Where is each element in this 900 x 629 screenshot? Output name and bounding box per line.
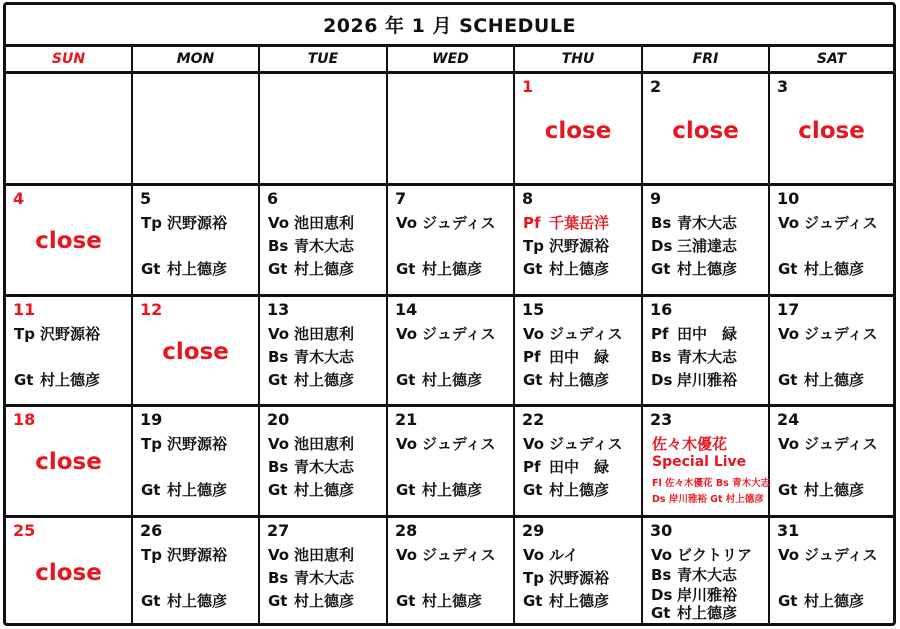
instrument: Gt	[14, 371, 34, 389]
instrument: Gt	[523, 481, 543, 499]
instrument: Bs	[651, 566, 672, 584]
performer-line	[778, 544, 878, 565]
day-number: 4	[13, 189, 25, 208]
instrument: Gt	[778, 371, 798, 389]
performer-name: 青木大志	[677, 348, 738, 366]
special-lineup-line: Fl 佐々木優花 Bs 青木大志	[652, 478, 771, 489]
instrument: Tp	[141, 546, 162, 564]
day-number: 7	[395, 189, 407, 208]
performer-line	[14, 369, 100, 390]
day-cell-26	[133, 518, 260, 623]
instrument: Gt	[523, 592, 543, 610]
day-number: 5	[140, 189, 152, 208]
instrument: Gt	[268, 592, 288, 610]
day-cell-27	[260, 518, 388, 623]
day-cell-6	[260, 186, 388, 297]
instrument: Tp	[523, 569, 544, 587]
performer-name: 村上德彦	[167, 481, 228, 499]
day-number: 23	[650, 410, 673, 429]
schedule-calendar	[3, 2, 896, 626]
performer-line	[651, 235, 737, 256]
performer-line	[268, 212, 354, 233]
performer-name: 村上德彦	[422, 371, 483, 389]
weekday-thu: THU	[515, 47, 643, 74]
day-cell-2	[643, 74, 770, 186]
instrument: Gt	[268, 481, 288, 499]
day-number: 30	[650, 521, 673, 540]
day-number: 9	[650, 189, 662, 208]
day-cell-empty	[260, 74, 388, 186]
performer-name: ジュディス	[422, 325, 496, 343]
weekday-fri: FRI	[643, 47, 770, 74]
closed-label: close	[35, 560, 102, 586]
performer-name: 村上德彦	[549, 260, 610, 278]
calendar-title: 2026 年 1 月 SCHEDULE	[6, 5, 893, 47]
day-cell-3	[770, 74, 893, 186]
performer-line	[268, 235, 354, 256]
performer-name: 青木大志	[677, 566, 738, 584]
performer-name: 村上德彦	[422, 592, 483, 610]
day-cell-13	[260, 297, 388, 407]
performer-name: 田中 緑	[677, 325, 738, 343]
performer-name: 村上德彦	[294, 481, 355, 499]
instrument: Vo	[778, 546, 800, 564]
performer-name: 村上德彦	[804, 481, 865, 499]
performer-name: 岸川雅裕	[677, 371, 738, 389]
performer-line	[396, 212, 496, 233]
performer-line	[523, 544, 578, 565]
instrument: Vo	[523, 546, 545, 564]
day-number: 3	[777, 77, 789, 96]
day-number: 1	[522, 77, 534, 96]
performer-name: ジュディス	[804, 325, 878, 343]
special-lineup-line: Ds 岸川雅裕 Gt 村上德彦	[652, 494, 764, 505]
instrument: Vo	[396, 325, 418, 343]
instrument: Vo	[523, 435, 545, 453]
instrument: Pf	[523, 348, 541, 366]
instrument: Tp	[141, 435, 162, 453]
closed-label: close	[162, 339, 229, 365]
performer-name: ジュディス	[549, 325, 623, 343]
instrument: Bs	[268, 458, 289, 476]
closed-label: close	[798, 118, 865, 144]
performer-name: ジュディス	[422, 435, 496, 453]
performer-name: 田中 緑	[549, 348, 610, 366]
performer-line	[268, 346, 354, 367]
performer-name: 村上德彦	[294, 592, 355, 610]
instrument: Ds	[651, 237, 673, 255]
day-number: 16	[650, 300, 673, 319]
performer-line	[778, 479, 864, 500]
instrument: Gt	[778, 592, 798, 610]
performer-name: 村上德彦	[422, 481, 483, 499]
day-number: 25	[13, 521, 36, 540]
instrument: Vo	[396, 546, 418, 564]
performer-name: 村上德彦	[294, 371, 355, 389]
performer-name: ビクトリア	[677, 546, 753, 564]
day-number: 28	[395, 521, 418, 540]
performer-line	[268, 479, 354, 500]
instrument: Tp	[523, 237, 544, 255]
day-number: 13	[267, 300, 290, 319]
performer-line	[141, 479, 227, 500]
performer-name: 田中 緑	[549, 458, 610, 476]
weekday-mon: MON	[133, 47, 260, 74]
day-number: 6	[267, 189, 279, 208]
day-cell-8	[515, 186, 643, 297]
day-number: 24	[777, 410, 800, 429]
performer-name: 村上德彦	[167, 592, 228, 610]
day-cell-20	[260, 407, 388, 518]
performer-name: 沢野源裕	[167, 214, 228, 232]
performer-line	[523, 212, 609, 233]
instrument: Gt	[396, 260, 416, 278]
headliner-name: 佐々木優花	[652, 435, 728, 453]
performer-line	[396, 433, 496, 454]
instrument: Tp	[141, 214, 162, 232]
performer-line	[141, 433, 227, 454]
weekday-sat: SAT	[770, 47, 893, 74]
instrument: Vo	[396, 435, 418, 453]
performer-name: 村上德彦	[40, 371, 101, 389]
instrument: Bs	[268, 348, 289, 366]
instrument: Vo	[268, 214, 290, 232]
performer-name: 村上德彦	[549, 592, 610, 610]
instrument: Vo	[268, 546, 290, 564]
day-cell-15	[515, 297, 643, 407]
performer-name: 池田恵利	[294, 546, 355, 564]
day-cell-24	[770, 407, 893, 518]
instrument: Gt	[778, 481, 798, 499]
performer-name: ジュディス	[422, 546, 496, 564]
instrument: Gt	[523, 260, 543, 278]
performer-line	[268, 323, 354, 344]
performer-name: 沢野源裕	[40, 325, 101, 343]
day-cell-1	[515, 74, 643, 186]
performer-name: 青木大志	[294, 348, 355, 366]
closed-label: close	[672, 118, 739, 144]
instrument: Pf	[523, 458, 541, 476]
day-number: 29	[522, 521, 545, 540]
day-number: 18	[13, 410, 36, 429]
day-cell-23	[643, 407, 770, 518]
instrument: Vo	[268, 325, 290, 343]
instrument: Gt	[651, 260, 671, 278]
day-number: 26	[140, 521, 163, 540]
performer-line	[523, 433, 623, 454]
performer-name: 青木大志	[294, 237, 355, 255]
performer-line	[396, 544, 496, 565]
performer-line	[651, 369, 737, 390]
performer-line	[268, 369, 354, 390]
performer-line	[651, 212, 737, 233]
day-cell-28	[388, 518, 515, 623]
instrument: Ds	[651, 371, 673, 389]
performer-line	[523, 369, 609, 390]
weekday-sun: SUN	[6, 47, 133, 74]
instrument: Gt	[396, 481, 416, 499]
performer-line	[14, 323, 100, 344]
performer-line	[651, 346, 737, 367]
performer-name: 池田恵利	[294, 214, 355, 232]
performer-line	[268, 456, 354, 477]
day-cell-14	[388, 297, 515, 407]
performer-line	[268, 567, 354, 588]
day-number: 10	[777, 189, 800, 208]
instrument: Gt	[523, 371, 543, 389]
day-cell-4	[6, 186, 133, 297]
performer-name: 村上德彦	[167, 260, 228, 278]
instrument: Gt	[268, 371, 288, 389]
performer-line	[396, 590, 482, 611]
performer-line	[778, 369, 864, 390]
day-cell-30	[643, 518, 770, 623]
day-cell-16	[643, 297, 770, 407]
performer-line	[396, 323, 496, 344]
day-number: 2	[650, 77, 662, 96]
performer-line	[651, 323, 737, 344]
performer-name: 村上德彦	[804, 260, 865, 278]
closed-label: close	[544, 118, 612, 144]
performer-line	[651, 544, 752, 565]
performer-name: 村上德彦	[677, 260, 738, 278]
day-cell-29	[515, 518, 643, 623]
performer-line	[778, 433, 878, 454]
performer-name: 青木大志	[294, 458, 355, 476]
performer-name: ジュディス	[549, 435, 623, 453]
performer-name: 池田恵利	[294, 325, 355, 343]
day-cell-21	[388, 407, 515, 518]
instrument: Bs	[268, 237, 289, 255]
instrument: Bs	[268, 569, 289, 587]
performer-line	[268, 258, 354, 279]
day-cell-18	[6, 407, 133, 518]
performer-name: 千葉岳洋	[549, 214, 610, 232]
performer-name: ジュディス	[804, 546, 878, 564]
day-number: 27	[267, 521, 290, 540]
instrument: Gt	[778, 260, 798, 278]
instrument: Pf	[523, 214, 541, 232]
instrument: Gt	[268, 260, 288, 278]
day-number: 11	[13, 300, 36, 319]
performer-name: 村上德彦	[804, 371, 865, 389]
performer-name: 岸川雅裕	[677, 586, 738, 604]
day-number: 14	[395, 300, 418, 319]
day-cell-31	[770, 518, 893, 623]
performer-name: ジュディス	[422, 214, 496, 232]
performer-name: 村上德彦	[294, 260, 355, 278]
instrument: Vo	[778, 214, 800, 232]
performer-line	[523, 235, 609, 256]
instrument: Pf	[651, 325, 669, 343]
performer-line	[523, 323, 623, 344]
performer-line	[778, 258, 864, 279]
day-cell-12	[133, 297, 260, 407]
performer-line	[141, 212, 227, 233]
instrument: Gt	[396, 371, 416, 389]
instrument: Gt	[141, 481, 161, 499]
weekday-tue: TUE	[260, 47, 388, 74]
performer-line	[651, 564, 737, 585]
performer-line	[523, 346, 609, 367]
performer-name: ルイ	[549, 546, 579, 564]
day-number: 20	[267, 410, 290, 429]
day-number: 17	[777, 300, 800, 319]
day-cell-empty	[6, 74, 133, 186]
performer-line	[141, 258, 227, 279]
instrument: Bs	[651, 348, 672, 366]
day-cell-17	[770, 297, 893, 407]
day-number: 21	[395, 410, 418, 429]
performer-name: 青木大志	[294, 569, 355, 587]
special-live-label: Special Live	[652, 454, 747, 470]
performer-name: 青木大志	[677, 214, 738, 232]
instrument: Vo	[396, 214, 418, 232]
performer-line	[523, 258, 609, 279]
performer-line	[651, 602, 737, 623]
day-number: 8	[522, 189, 534, 208]
performer-line	[523, 590, 609, 611]
day-number: 15	[522, 300, 545, 319]
instrument: Gt	[141, 592, 161, 610]
performer-line	[523, 567, 609, 588]
closed-label: close	[35, 228, 102, 254]
performer-name: 沢野源裕	[167, 546, 228, 564]
performer-name: 村上德彦	[677, 604, 738, 622]
instrument: Gt	[396, 592, 416, 610]
performer-line	[778, 590, 864, 611]
instrument: Vo	[523, 325, 545, 343]
performer-line	[268, 433, 354, 454]
instrument: Gt	[141, 260, 161, 278]
day-cell-11	[6, 297, 133, 407]
performer-line	[268, 544, 354, 565]
day-cell-19	[133, 407, 260, 518]
performer-name: 池田恵利	[294, 435, 355, 453]
performer-name: 沢野源裕	[167, 435, 228, 453]
day-cell-22	[515, 407, 643, 518]
performer-name: 三浦達志	[677, 237, 738, 255]
day-number: 19	[140, 410, 163, 429]
day-cell-5	[133, 186, 260, 297]
performer-name: 村上德彦	[549, 371, 610, 389]
day-cell-25	[6, 518, 133, 623]
performer-line	[396, 369, 482, 390]
performer-name: ジュディス	[804, 214, 878, 232]
performer-name: 村上德彦	[549, 481, 610, 499]
performer-line	[778, 323, 878, 344]
performer-line	[268, 590, 354, 611]
weekday-wed: WED	[388, 47, 515, 74]
instrument: Tp	[14, 325, 35, 343]
day-cell-7	[388, 186, 515, 297]
instrument: Vo	[778, 325, 800, 343]
instrument: Vo	[778, 435, 800, 453]
performer-line	[651, 258, 737, 279]
performer-line	[523, 456, 609, 477]
performer-line	[396, 258, 482, 279]
performer-line	[396, 479, 482, 500]
instrument: Vo	[651, 546, 673, 564]
instrument: Bs	[651, 214, 672, 232]
day-cell-empty	[388, 74, 515, 186]
instrument: Gt	[651, 604, 671, 622]
day-number: 31	[777, 521, 800, 540]
performer-line	[523, 479, 609, 500]
closed-label: close	[35, 449, 102, 475]
performer-name: 村上德彦	[804, 592, 865, 610]
day-cell-9	[643, 186, 770, 297]
performer-name: 沢野源裕	[549, 237, 610, 255]
performer-line	[141, 590, 227, 611]
performer-line	[141, 544, 227, 565]
performer-name: 沢野源裕	[549, 569, 610, 587]
performer-name: ジュディス	[804, 435, 878, 453]
performer-line	[778, 212, 878, 233]
day-number: 22	[522, 410, 545, 429]
instrument: Vo	[268, 435, 290, 453]
day-cell-empty	[133, 74, 260, 186]
instrument: Ds	[651, 586, 673, 604]
performer-name: 村上德彦	[422, 260, 483, 278]
day-number: 12	[140, 300, 163, 319]
day-cell-10	[770, 186, 893, 297]
